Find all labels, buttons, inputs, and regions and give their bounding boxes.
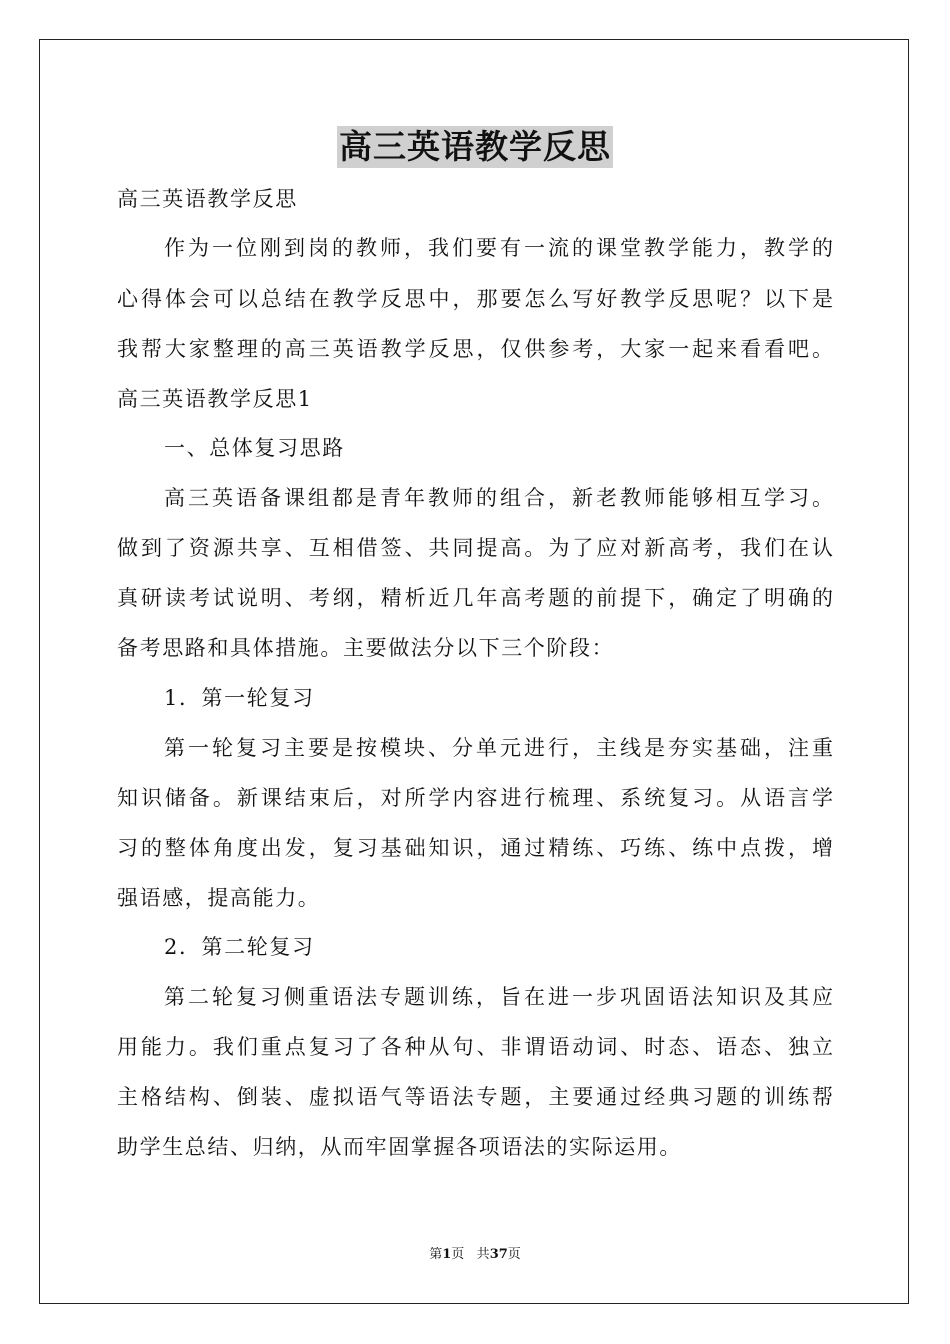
subtitle-line: 高三英语教学反思 — [117, 187, 298, 211]
paragraph-line: 知识储备。新课结束后，对所学内容进行梳理、系统复习。从语言学 — [117, 786, 833, 810]
paragraph-line: 强语感，提高能力。 — [117, 886, 321, 910]
page-suffix: 页 — [451, 1247, 465, 1262]
document-title: 高三英语教学反思 — [339, 127, 611, 166]
paragraph-line: 第一轮复习主要是按模块、分单元进行，主线是夯实基础，注重 — [164, 736, 833, 760]
paragraph-line: 助学生总结、归纳，从而牢固掌握各项语法的实际运用。 — [117, 1135, 682, 1159]
paragraph-line: 习的整体角度出发，复习基础知识，通过精练、巧练、练中点拨，增 — [117, 836, 833, 860]
paragraph-line: 主格结构、倒装、虚拟语气等语法专题，主要通过经典习题的训练帮 — [117, 1085, 833, 1109]
paragraph-line: 高三英语备课组都是青年教师的组合，新老教师能够相互学习。 — [164, 486, 833, 510]
subsection-heading: 2．第二轮复习 — [164, 935, 315, 959]
paragraph-line: 备考思路和具体措施。主要做法分以下三个阶段： — [117, 636, 615, 660]
total-suffix: 页 — [507, 1247, 521, 1262]
paragraph-line: 作为一位刚到岗的教师，我们要有一流的课堂教学能力，教学的 — [164, 236, 833, 260]
subsection-heading: 1．第一轮复习 — [164, 686, 315, 710]
section-heading: 高三英语教学反思1 — [117, 387, 313, 411]
total-prefix: 共 — [476, 1247, 490, 1262]
paragraph-line: 做到了资源共享、互相借签、共同提高。为了应对新高考，我们在认 — [117, 536, 833, 560]
page-border — [39, 39, 909, 1304]
paragraph-line: 第二轮复习侧重语法专题训练，旨在进一步巩固语法知识及其应 — [164, 985, 833, 1009]
subsection-heading: 一、总体复习思路 — [164, 436, 345, 460]
paragraph-line: 真研读考试说明、考纲，精析近几年高考题的前提下，确定了明确的 — [117, 586, 833, 610]
page-prefix: 第 — [429, 1247, 443, 1262]
page-current: 1 — [442, 1247, 452, 1262]
paragraph-line: 用能力。我们重点复习了各种从句、非谓语动词、时态、语态、独立 — [117, 1035, 833, 1059]
page-footer — [0, 1246, 950, 1264]
paragraph-line: 心得体会可以总结在教学反思中，那要怎么写好教学反思呢？以下是 — [117, 287, 833, 311]
paragraph-line: 我帮大家整理的高三英语教学反思，仅供参考，大家一起来看看吧。 — [117, 337, 833, 361]
total-pages: 37 — [489, 1247, 508, 1262]
title-wrap — [0, 126, 950, 168]
